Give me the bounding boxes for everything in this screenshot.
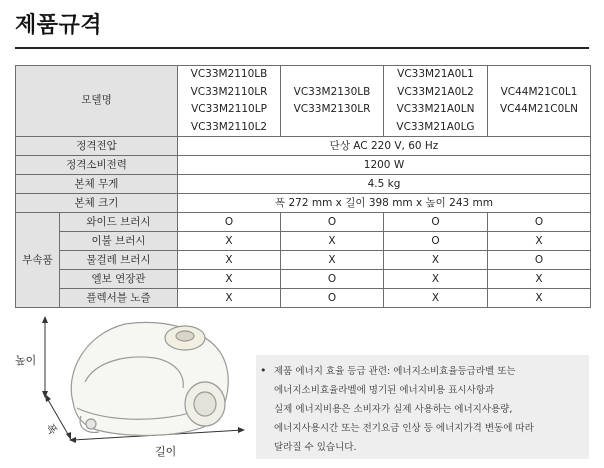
model-name: VC44M21C0L1 xyxy=(500,85,578,98)
spec-value: 4.5 kg xyxy=(178,175,591,194)
vacuum-dimension-illustration xyxy=(15,312,245,462)
model-name: VC33M2110L2 xyxy=(190,120,268,133)
model-name: VC33M21A0L2 xyxy=(397,85,474,98)
page-title: 제품규격 xyxy=(15,13,103,38)
accessory-value: X xyxy=(488,232,591,251)
accessory-row xyxy=(16,232,591,251)
energy-efficiency-note xyxy=(256,355,589,459)
arrow-right-icon xyxy=(238,427,245,433)
model-name: VC33M2110LP xyxy=(191,103,267,115)
accessory-value: X xyxy=(178,251,281,270)
model-cell-4 xyxy=(488,66,591,137)
model-cell-2 xyxy=(281,66,384,137)
model-name: VC33M21A0L1 xyxy=(397,68,474,80)
arrow-up-icon xyxy=(42,316,48,323)
accessory-value: O xyxy=(281,213,384,232)
spec-label: 정격소비전력 xyxy=(16,156,178,175)
note-line: 제품 에너지 효율 등급 관련: 에너지소비효율등급라벨 또는 xyxy=(274,366,516,377)
model-name: VC33M2130LR xyxy=(293,103,371,115)
accessory-label: 이불 브러시 xyxy=(60,232,178,251)
spec-row-power xyxy=(16,156,591,175)
width-label: 폭 xyxy=(42,421,60,438)
accessory-value: X xyxy=(178,289,281,308)
accessory-value: O xyxy=(384,232,488,251)
accessory-value: X xyxy=(281,251,384,270)
model-cell-1 xyxy=(178,66,281,137)
vacuum-cleaner-icon xyxy=(71,322,228,435)
accessory-value: X xyxy=(384,289,488,308)
accessory-value: O xyxy=(281,270,384,289)
accessory-value: O xyxy=(384,213,488,232)
accessory-value: X xyxy=(178,270,281,289)
accessory-label: 와이드 브러시 xyxy=(60,213,178,232)
model-name: VC33M2110LR xyxy=(190,85,268,98)
spec-value: 단상 AC 220 V, 60 Hz xyxy=(178,137,591,156)
accessory-value: X xyxy=(281,232,384,251)
note-line: 에너지사용시간 또는 전기요금 인상 등 에너지가격 변동에 따라 xyxy=(274,423,534,434)
accessory-value: X xyxy=(384,251,488,270)
height-label: 높이 xyxy=(15,354,37,367)
model-name: VC33M2130LB xyxy=(293,85,371,98)
note-line: 에너지소비효율라벨에 명기된 에너지비용 표시사항과 xyxy=(274,385,495,396)
accessory-label: 엘보 연장관 xyxy=(60,270,178,289)
accessory-label: 플렉서블 노즐 xyxy=(60,289,178,308)
model-name: VC44M21C0LN xyxy=(499,103,578,115)
spec-row-weight xyxy=(16,175,591,194)
note-line: 실제 에너지비용은 소비자가 실제 사용하는 에너지사용량, xyxy=(274,404,513,415)
spec-row-voltage xyxy=(16,137,591,156)
accessory-value: X xyxy=(178,232,281,251)
accessory-row xyxy=(16,289,591,308)
accessory-value: O xyxy=(178,213,281,232)
accessory-row xyxy=(16,251,591,270)
spec-table xyxy=(15,65,591,308)
accessory-value: X xyxy=(488,289,591,308)
accessory-value: O xyxy=(281,289,384,308)
model-name: VC33M2110LB xyxy=(190,68,268,80)
model-row xyxy=(16,66,591,137)
spec-row-size xyxy=(16,194,591,213)
spec-label: 본체 크기 xyxy=(16,194,178,213)
model-name: VC33M21A0LN xyxy=(396,103,475,115)
length-label: 길이 xyxy=(155,445,177,458)
model-name: VC33M21A0LG xyxy=(396,120,475,133)
accessories-header: 부속품 xyxy=(16,213,60,308)
accessory-row xyxy=(16,270,591,289)
spec-label: 본체 무게 xyxy=(16,175,178,194)
accessory-value: O xyxy=(488,251,591,270)
model-header: 모델명 xyxy=(16,66,178,137)
accessory-value: O xyxy=(488,213,591,232)
accessory-label: 물걸레 브러시 xyxy=(60,251,178,270)
note-line: 달라질 수 있습니다. xyxy=(274,442,357,453)
arrow-icon xyxy=(45,394,51,402)
arrow-icon xyxy=(66,432,71,440)
title-divider xyxy=(15,47,589,49)
spec-value: 1200 W xyxy=(178,156,591,175)
model-cell-3 xyxy=(384,66,488,137)
spec-label: 정격전압 xyxy=(16,137,178,156)
spec-value: 폭 272 mm x 길이 398 mm x 높이 243 mm xyxy=(178,194,591,213)
accessory-row xyxy=(16,213,591,232)
bullet-icon: • xyxy=(260,364,267,377)
accessory-value: X xyxy=(384,270,488,289)
accessory-value: X xyxy=(488,270,591,289)
